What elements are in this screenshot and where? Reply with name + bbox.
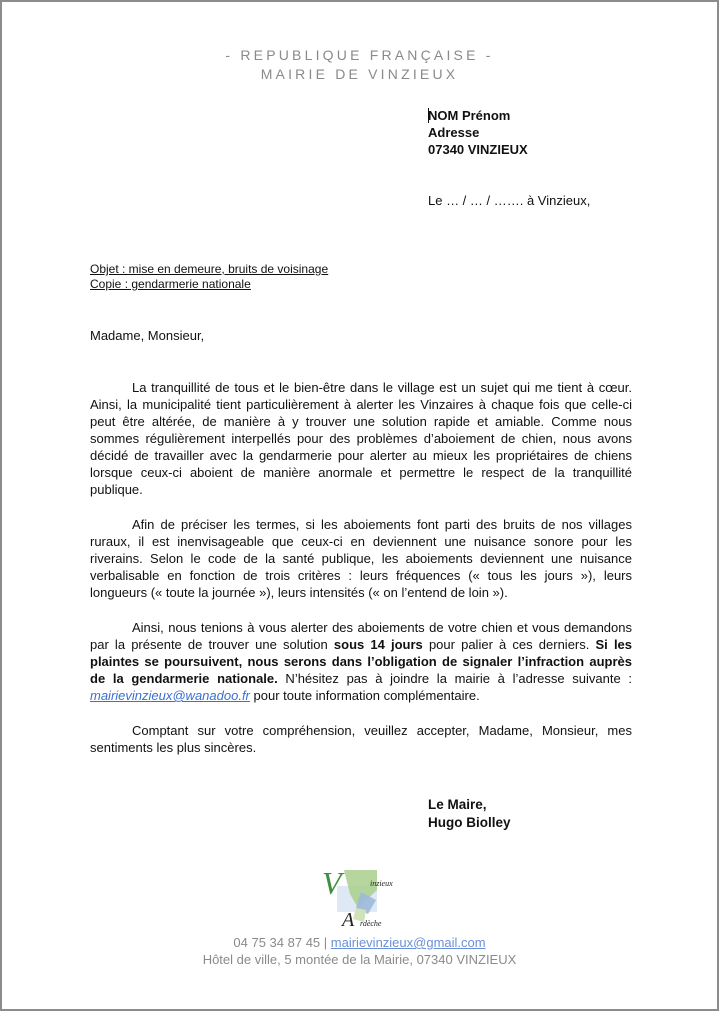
date-line: Le … / … / ……. à Vinzieux,	[428, 193, 591, 208]
logo-letter-a: A	[342, 909, 355, 931]
footer-address: Hôtel de ville, 5 montée de la Mairie, 07340 VINZIEUX	[202, 952, 517, 967]
greeting: Madame, Monsieur,	[90, 328, 205, 343]
logo-letter-v: V	[322, 865, 342, 901]
subject-line: Objet : mise en demeure, bruits de voisinage	[90, 262, 329, 276]
paragraph-3-part-a: Ainsi, nous tenions à vous alerter des aboiements de votre chien et vous demandons par la présente de trouver une solution	[90, 620, 632, 652]
recipient-city: 07340 VINZIEUX	[428, 142, 528, 157]
recipient-address: Adresse	[428, 125, 480, 140]
recipient-block	[428, 107, 528, 158]
paragraph-2: Afin de préciser les termes, si les aboiements font parti des bruits de nos villages ruraux, il est inenvisageable que ceux-ci en deviennent une nuisance sonore pour les riverains. Selon le code de la santé publique, les aboiements deviennent une nuisance verbalisable en fonction de trois critères : leurs fréquences (« tous les jours »), leurs longueurs (« toute la journée »), leurs intensités (« on l’entend de loin »).	[90, 517, 632, 600]
copy-line: Copie : gendarmerie nationale	[90, 277, 251, 291]
paragraph-3-part-c: N’hésitez pas à joindre la mairie à l’adresse suivante :	[277, 671, 632, 686]
paragraph-1: La tranquillité de tous et le bien-être dans le village est un sujet qui me tient à cœur. Ainsi, la municipalité tient particulièrement à alerter les Vinzaires à chaque fois que celle-ci peut être altérée, de manière à y trouver une solution rapide et amiable. Comme nous sommes régulièrement interpellés pour des problèmes d’aboiement de chien, nous avons décidé de travailler avec la gendarmerie pour alerter au mieux les propriétaires de chiens lorsque ceux-ci aboient de manière anormale et permettre le respect de la tranquillité publique.	[90, 380, 632, 497]
signature-name: Hugo Biolley	[428, 815, 511, 830]
logo-text-bottom: rdèche	[360, 919, 382, 928]
paragraph-4: Comptant sur votre compréhension, veuillez accepter, Madame, Monsieur, mes sentiments les plus sincères.	[90, 723, 632, 755]
mairie-email-link[interactable]: mairievinzieux@wanadoo.fr	[90, 688, 250, 703]
vinzieux-logo-icon	[320, 864, 402, 932]
footer-email-link[interactable]: mairievinzieux@gmail.com	[330, 935, 486, 950]
letterhead-mairie: MAIRIE DE VINZIEUX	[260, 66, 459, 82]
paragraph-3	[90, 619, 632, 704]
recipient-name: NOM Prénom	[428, 108, 511, 123]
warning-bold: Si les plaintes se poursuivent, nous serons dans l’obligation de signaler l’infraction auprès de la gendarmerie nationale.	[90, 637, 633, 686]
footer-contact	[2, 934, 717, 951]
signature-block	[428, 796, 511, 832]
footer-phone: 04 75 34 87 45 |	[233, 935, 328, 950]
letterhead-republic: - REPUBLIQUE FRANÇAISE -	[225, 47, 494, 63]
signature-title: Le Maire,	[428, 797, 487, 812]
letter-meta	[90, 262, 328, 292]
logo-text-top: inzieux	[370, 879, 393, 888]
paragraph-3-part-d: pour toute information complémentaire.	[249, 688, 480, 703]
paragraph-3-part-b: pour palier à ces derniers.	[422, 637, 596, 652]
deadline-bold: sous 14 jours	[333, 637, 423, 652]
